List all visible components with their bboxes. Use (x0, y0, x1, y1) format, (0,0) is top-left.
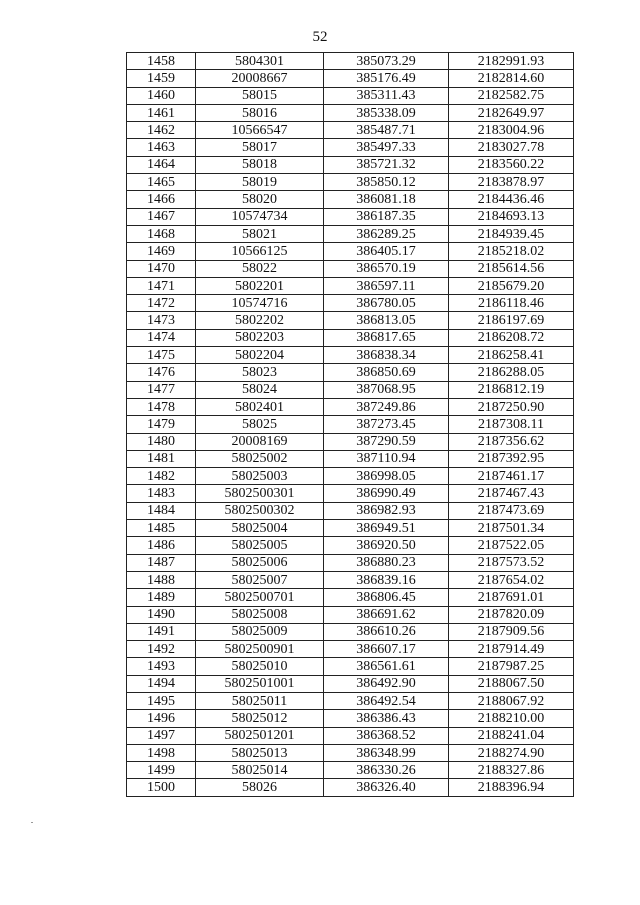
page-number: 52 (312, 29, 328, 45)
y-coordinate-cell: 2187654.02 (449, 571, 574, 588)
x-coordinate-cell: 386607.17 (324, 641, 449, 658)
row-number-cell: 1467 (127, 208, 196, 225)
point-id-cell: 10566125 (196, 243, 324, 260)
x-coordinate-cell: 386492.90 (324, 675, 449, 692)
y-coordinate-cell: 2187987.25 (449, 658, 574, 675)
row-number-cell: 1484 (127, 502, 196, 519)
x-coordinate-cell: 386920.50 (324, 537, 449, 554)
table-row (127, 104, 574, 121)
point-id-cell: 58018 (196, 156, 324, 173)
row-number-cell: 1470 (127, 260, 196, 277)
table-row (127, 416, 574, 433)
y-coordinate-cell: 2187522.05 (449, 537, 574, 554)
row-number-cell: 1497 (127, 727, 196, 744)
x-coordinate-cell: 385176.49 (324, 70, 449, 87)
y-coordinate-cell: 2188274.90 (449, 744, 574, 761)
point-id-cell: 5802500701 (196, 589, 324, 606)
y-coordinate-cell: 2187909.56 (449, 623, 574, 640)
point-id-cell: 58025010 (196, 658, 324, 675)
y-coordinate-cell: 2184939.45 (449, 225, 574, 242)
row-number-cell: 1474 (127, 329, 196, 346)
point-id-cell: 58020 (196, 191, 324, 208)
y-coordinate-cell: 2187392.95 (449, 450, 574, 467)
y-coordinate-cell: 2187914.49 (449, 641, 574, 658)
table-row (127, 537, 574, 554)
coordinates-table (126, 52, 574, 797)
row-number-cell: 1491 (127, 623, 196, 640)
row-number-cell: 1471 (127, 277, 196, 294)
y-coordinate-cell: 2186197.69 (449, 312, 574, 329)
point-id-cell: 58025014 (196, 762, 324, 779)
y-coordinate-cell: 2187691.01 (449, 589, 574, 606)
point-id-cell: 58025002 (196, 450, 324, 467)
row-number-cell: 1489 (127, 589, 196, 606)
point-id-cell: 58026 (196, 779, 324, 796)
point-id-cell: 58025 (196, 416, 324, 433)
point-id-cell: 5802201 (196, 277, 324, 294)
y-coordinate-cell: 2185679.20 (449, 277, 574, 294)
table-row (127, 727, 574, 744)
table-row (127, 225, 574, 242)
table-row (127, 260, 574, 277)
table-row (127, 312, 574, 329)
y-coordinate-cell: 2182582.75 (449, 87, 574, 104)
point-id-cell: 5802500301 (196, 485, 324, 502)
point-id-cell: 5802500302 (196, 502, 324, 519)
point-id-cell: 58025004 (196, 520, 324, 537)
x-coordinate-cell: 386187.35 (324, 208, 449, 225)
row-number-cell: 1462 (127, 122, 196, 139)
x-coordinate-cell: 387273.45 (324, 416, 449, 433)
row-number-cell: 1476 (127, 364, 196, 381)
y-coordinate-cell: 2187501.34 (449, 520, 574, 537)
x-coordinate-cell: 386326.40 (324, 779, 449, 796)
y-coordinate-cell: 2182991.93 (449, 53, 574, 70)
table-row (127, 502, 574, 519)
table-row (127, 243, 574, 260)
point-id-cell: 10574734 (196, 208, 324, 225)
x-coordinate-cell: 386597.11 (324, 277, 449, 294)
point-id-cell: 58017 (196, 139, 324, 156)
x-coordinate-cell: 385721.32 (324, 156, 449, 173)
y-coordinate-cell: 2185614.56 (449, 260, 574, 277)
x-coordinate-cell: 386561.61 (324, 658, 449, 675)
y-coordinate-cell: 2186812.19 (449, 381, 574, 398)
point-id-cell: 58025005 (196, 537, 324, 554)
x-coordinate-cell: 386081.18 (324, 191, 449, 208)
y-coordinate-cell: 2182814.60 (449, 70, 574, 87)
row-number-cell: 1463 (127, 139, 196, 156)
row-number-cell: 1459 (127, 70, 196, 87)
row-number-cell: 1481 (127, 450, 196, 467)
y-coordinate-cell: 2188210.00 (449, 710, 574, 727)
table-row (127, 364, 574, 381)
y-coordinate-cell: 2185218.02 (449, 243, 574, 260)
y-coordinate-cell: 2187467.43 (449, 485, 574, 502)
row-number-cell: 1490 (127, 606, 196, 623)
point-id-cell: 58025011 (196, 692, 324, 709)
x-coordinate-cell: 386998.05 (324, 468, 449, 485)
x-coordinate-cell: 386982.93 (324, 502, 449, 519)
row-number-cell: 1493 (127, 658, 196, 675)
point-id-cell: 5802203 (196, 329, 324, 346)
point-id-cell: 58025006 (196, 554, 324, 571)
y-coordinate-cell: 2187573.52 (449, 554, 574, 571)
table-row (127, 191, 574, 208)
table-row (127, 744, 574, 761)
row-number-cell: 1479 (127, 416, 196, 433)
table-row (127, 450, 574, 467)
row-number-cell: 1499 (127, 762, 196, 779)
point-id-cell: 10566547 (196, 122, 324, 139)
table-row (127, 710, 574, 727)
y-coordinate-cell: 2188067.50 (449, 675, 574, 692)
x-coordinate-cell: 385311.43 (324, 87, 449, 104)
table-row (127, 295, 574, 312)
x-coordinate-cell: 385338.09 (324, 104, 449, 121)
table-row (127, 174, 574, 191)
x-coordinate-cell: 387110.94 (324, 450, 449, 467)
x-coordinate-cell: 386368.52 (324, 727, 449, 744)
x-coordinate-cell: 386289.25 (324, 225, 449, 242)
x-coordinate-cell: 387068.95 (324, 381, 449, 398)
row-number-cell: 1469 (127, 243, 196, 260)
point-id-cell: 58025012 (196, 710, 324, 727)
table-row (127, 571, 574, 588)
row-number-cell: 1500 (127, 779, 196, 796)
row-number-cell: 1486 (127, 537, 196, 554)
point-id-cell: 58023 (196, 364, 324, 381)
table-row (127, 485, 574, 502)
point-id-cell: 5802501201 (196, 727, 324, 744)
row-number-cell: 1461 (127, 104, 196, 121)
row-number-cell: 1466 (127, 191, 196, 208)
x-coordinate-cell: 385850.12 (324, 174, 449, 191)
point-id-cell: 20008169 (196, 433, 324, 450)
x-coordinate-cell: 386839.16 (324, 571, 449, 588)
y-coordinate-cell: 2188067.92 (449, 692, 574, 709)
row-number-cell: 1464 (127, 156, 196, 173)
x-coordinate-cell: 385487.71 (324, 122, 449, 139)
row-number-cell: 1496 (127, 710, 196, 727)
point-id-cell: 58019 (196, 174, 324, 191)
table-row (127, 87, 574, 104)
point-id-cell: 58021 (196, 225, 324, 242)
table-row (127, 520, 574, 537)
x-coordinate-cell: 386850.69 (324, 364, 449, 381)
table-row (127, 554, 574, 571)
point-id-cell: 58024 (196, 381, 324, 398)
row-number-cell: 1492 (127, 641, 196, 658)
y-coordinate-cell: 2184693.13 (449, 208, 574, 225)
y-coordinate-cell: 2186258.41 (449, 347, 574, 364)
point-id-cell: 5802501001 (196, 675, 324, 692)
y-coordinate-cell: 2188241.04 (449, 727, 574, 744)
table-row (127, 692, 574, 709)
x-coordinate-cell: 386817.65 (324, 329, 449, 346)
x-coordinate-cell: 386813.05 (324, 312, 449, 329)
point-id-cell: 10574716 (196, 295, 324, 312)
x-coordinate-cell: 386405.17 (324, 243, 449, 260)
table-row (127, 122, 574, 139)
table-row (127, 589, 574, 606)
table-row (127, 347, 574, 364)
row-number-cell: 1498 (127, 744, 196, 761)
table-row (127, 277, 574, 294)
point-id-cell: 5802202 (196, 312, 324, 329)
x-coordinate-cell: 386492.54 (324, 692, 449, 709)
row-number-cell: 1473 (127, 312, 196, 329)
row-number-cell: 1483 (127, 485, 196, 502)
x-coordinate-cell: 386570.19 (324, 260, 449, 277)
table-row (127, 641, 574, 658)
y-coordinate-cell: 2187308.11 (449, 416, 574, 433)
row-number-cell: 1458 (127, 53, 196, 70)
table-row (127, 658, 574, 675)
point-id-cell: 58025013 (196, 744, 324, 761)
table-row (127, 623, 574, 640)
x-coordinate-cell: 386990.49 (324, 485, 449, 502)
table-row (127, 762, 574, 779)
row-number-cell: 1472 (127, 295, 196, 312)
row-number-cell: 1475 (127, 347, 196, 364)
y-coordinate-cell: 2183878.97 (449, 174, 574, 191)
x-coordinate-cell: 387290.59 (324, 433, 449, 450)
point-id-cell: 58025003 (196, 468, 324, 485)
table-row (127, 156, 574, 173)
point-id-cell: 5802204 (196, 347, 324, 364)
x-coordinate-cell: 386330.26 (324, 762, 449, 779)
x-coordinate-cell: 386806.45 (324, 589, 449, 606)
table-row (127, 208, 574, 225)
point-id-cell: 58025009 (196, 623, 324, 640)
point-id-cell: 58025007 (196, 571, 324, 588)
row-number-cell: 1488 (127, 571, 196, 588)
row-number-cell: 1460 (127, 87, 196, 104)
y-coordinate-cell: 2187356.62 (449, 433, 574, 450)
table-row (127, 675, 574, 692)
x-coordinate-cell: 385073.29 (324, 53, 449, 70)
row-number-cell: 1477 (127, 381, 196, 398)
point-id-cell: 58022 (196, 260, 324, 277)
table-row (127, 433, 574, 450)
point-id-cell: 58016 (196, 104, 324, 121)
point-id-cell: 5804301 (196, 53, 324, 70)
x-coordinate-cell: 386838.34 (324, 347, 449, 364)
y-coordinate-cell: 2183560.22 (449, 156, 574, 173)
row-number-cell: 1494 (127, 675, 196, 692)
table-row (127, 398, 574, 415)
point-id-cell: 5802500901 (196, 641, 324, 658)
x-coordinate-cell: 386780.05 (324, 295, 449, 312)
table-row (127, 53, 574, 70)
x-coordinate-cell: 386386.43 (324, 710, 449, 727)
y-coordinate-cell: 2187250.90 (449, 398, 574, 415)
table-row (127, 139, 574, 156)
x-coordinate-cell: 385497.33 (324, 139, 449, 156)
row-number-cell: 1495 (127, 692, 196, 709)
row-number-cell: 1465 (127, 174, 196, 191)
point-id-cell: 20008667 (196, 70, 324, 87)
x-coordinate-cell: 386880.23 (324, 554, 449, 571)
row-number-cell: 1468 (127, 225, 196, 242)
row-number-cell: 1482 (127, 468, 196, 485)
y-coordinate-cell: 2188396.94 (449, 779, 574, 796)
table-row (127, 70, 574, 87)
y-coordinate-cell: 2187820.09 (449, 606, 574, 623)
x-coordinate-cell: 386348.99 (324, 744, 449, 761)
y-coordinate-cell: 2186208.72 (449, 329, 574, 346)
x-coordinate-cell: 386610.26 (324, 623, 449, 640)
coordinates-table-body (127, 53, 574, 797)
row-number-cell: 1480 (127, 433, 196, 450)
y-coordinate-cell: 2184436.46 (449, 191, 574, 208)
y-coordinate-cell: 2182649.97 (449, 104, 574, 121)
scan-mark (31, 822, 33, 823)
point-id-cell: 58025008 (196, 606, 324, 623)
y-coordinate-cell: 2183027.78 (449, 139, 574, 156)
x-coordinate-cell: 386949.51 (324, 520, 449, 537)
row-number-cell: 1485 (127, 520, 196, 537)
table-row (127, 606, 574, 623)
table-row (127, 381, 574, 398)
x-coordinate-cell: 387249.86 (324, 398, 449, 415)
table-row (127, 779, 574, 796)
row-number-cell: 1478 (127, 398, 196, 415)
point-id-cell: 58015 (196, 87, 324, 104)
y-coordinate-cell: 2188327.86 (449, 762, 574, 779)
table-row (127, 329, 574, 346)
point-id-cell: 5802401 (196, 398, 324, 415)
y-coordinate-cell: 2186288.05 (449, 364, 574, 381)
y-coordinate-cell: 2187473.69 (449, 502, 574, 519)
y-coordinate-cell: 2183004.96 (449, 122, 574, 139)
y-coordinate-cell: 2187461.17 (449, 468, 574, 485)
table-row (127, 468, 574, 485)
x-coordinate-cell: 386691.62 (324, 606, 449, 623)
y-coordinate-cell: 2186118.46 (449, 295, 574, 312)
row-number-cell: 1487 (127, 554, 196, 571)
